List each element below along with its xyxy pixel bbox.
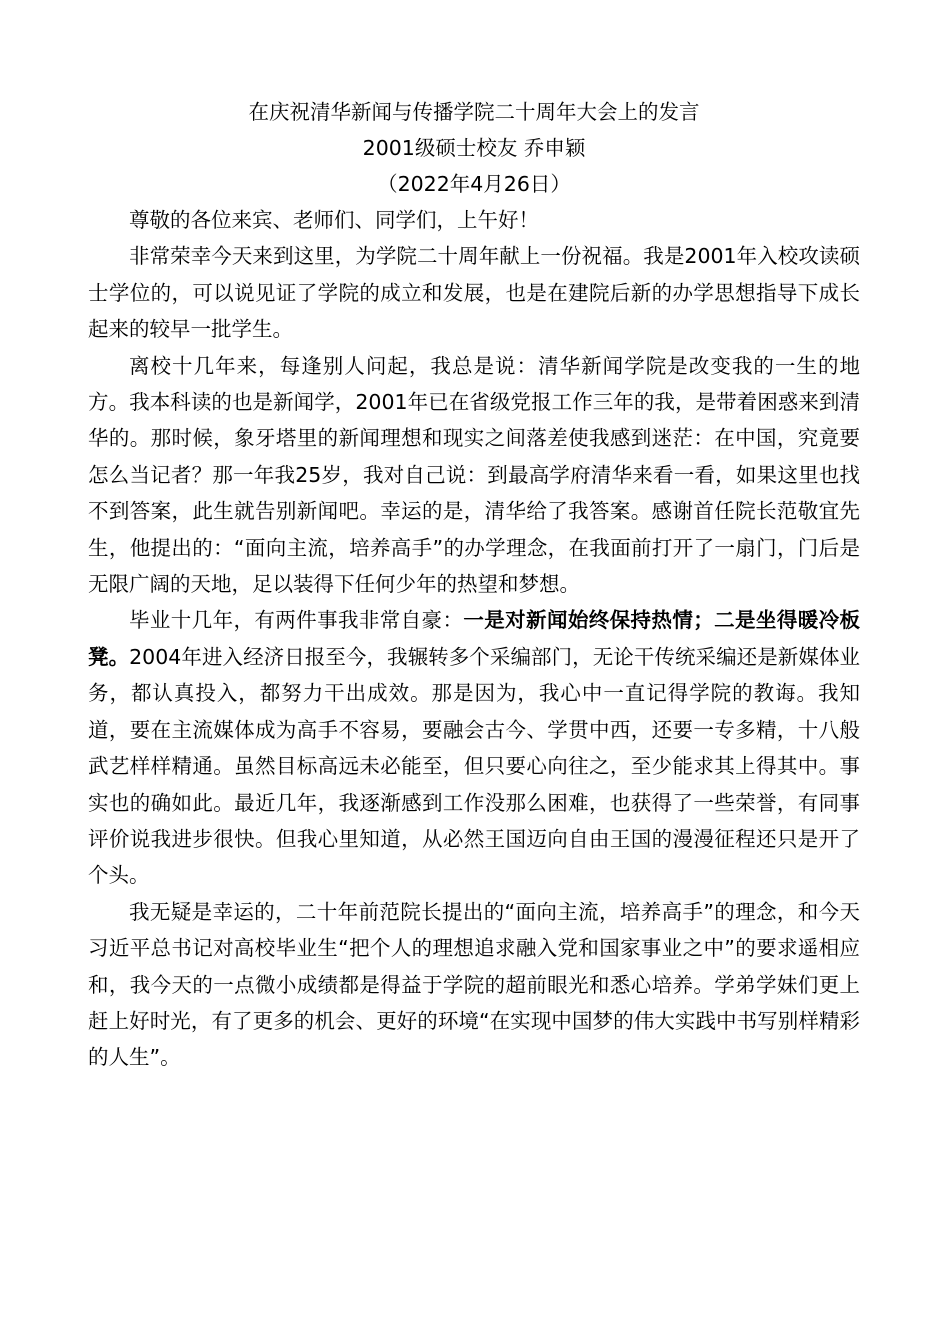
- document-title: 在庆祝清华新闻与传播学院二十周年大会上的发言: [248, 100, 700, 124]
- greeting-paragraph: 尊敬的各位来宾、老师们、同学们，上午好！: [129, 208, 539, 232]
- paragraph-3-bold: 一是对新闻始终保持热情；二是坐得暖冷板凳。: [88, 608, 861, 669]
- paragraph-4: 我无疑是幸运的，二十年前范院长提出的“面向主流，培养高手”的理念，和今天习近平总书记对高校毕业生“把个人的理想追求融入党和国家事业之中”的要求遥相应和，我今天的一点微小成绩都是得益于学院的超前眼光和悉心培养。学弟学妹们更上赶上好时光，有了更多的机会、更好的环境“在实现中国梦的伟大实践中书写别样精彩的人生”。: [88, 899, 860, 1070]
- document-date: （2022年4月26日）: [377, 172, 571, 196]
- paragraph-3: [88, 602, 860, 893]
- paragraph-2: 离校十几年来，每逢别人问起，我总是说：清华新闻学院是改变我的一生的地方。我本科读的也是新闻学，2001年已在省级党报工作三年的我，是带着困惑来到清华的。那时候，象牙塔里的新闻理想和现实之间落差使我感到迷茫：在中国，究竟要怎么当记者？那一年我25岁，我对自己说：到最高学府清华来看一看，如果这里也找不到答案，此生就告别新闻吧。幸运的是，清华给了我答案。感谢首任院长范敬宜先生，他提出的：“面向主流，培养高手”的办学理念，在我面前打开了一扇门，门后是无限广阔的天地，足以装得下任何少年的热望和梦想。: [88, 353, 860, 597]
- paragraph-3-lead: 毕业十几年，有两件事我非常自豪：: [129, 608, 464, 633]
- paragraph-1: 非常荣幸今天来到这里，为学院二十周年献上一份祝福。我是2001年入校攻读硕士学位的，可以说见证了学院的成立和发展，也是在建院后新的办学思想指导下成长起来的较早一批学生。: [88, 244, 860, 342]
- document-byline: 2001级硕士校友 乔申颖: [362, 136, 586, 160]
- paragraph-3-rest: 2004年进入经济日报至今，我辗转多个采编部门，无论干传统采编还是新媒体业务，都认真投入，都努力干出成效。那是因为，我心中一直记得学院的教诲。我知道，要在主流媒体成为高手不容易，要融会古今、学贯中西，还要一专多精，十八般武艺样样精通。虽然目标高远未必能至，但只要心向往之，至少能求其上得其中。事实也的确如此。最近几年，我逐渐感到工作没那么困难，也获得了一些荣誉，有同事评价说我进步很快。但我心里知道，从必然王国迈向自由王国的漫漫征程还只是开了个头。: [88, 644, 861, 888]
- document-page: [88, 94, 860, 1076]
